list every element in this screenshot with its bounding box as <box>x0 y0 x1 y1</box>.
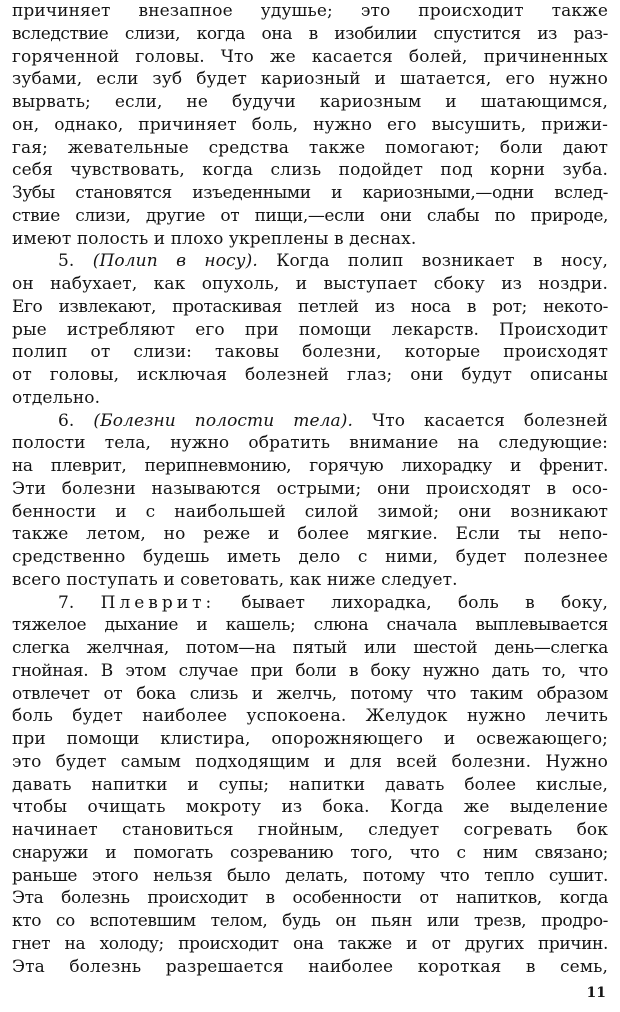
text-line: гнет на холоду; происходит она также и от других причин. <box>12 933 608 954</box>
text-line: вырвать; если, не будучи кариозным и шатающимся, <box>12 92 608 112</box>
section-heading-line <box>12 410 608 433</box>
text-line: имеют полость и плохо укреплены в деснах. <box>12 228 417 249</box>
text-line: кто со вспотевшим телом, будь он пьян или трезв, продро- <box>12 911 608 931</box>
text-line: гнойная. В этом случае при боли в боку нужно дать то, что <box>12 660 608 681</box>
text-line: тяжелое дыхание и кашель; слюна сначала выплевывается <box>12 615 608 636</box>
text-line: на плеврит, перипневмонию, горячую лихорадку и френит. <box>12 456 608 476</box>
section-title: Плеврит: <box>100 592 216 613</box>
section-number: 7. <box>58 592 101 613</box>
text-line: давать напитки и супы; напитки давать более кислые, <box>12 774 608 795</box>
text-line: чтобы очищать мокроту из бока. Когда же выделение <box>12 797 608 818</box>
text-line: рые истребляют его при помощи лекарств. Происходит <box>12 319 608 340</box>
text-line: Его извлекают, протаскивая петлей из носа в рот; некото- <box>12 296 608 317</box>
section-text: Когда полип возникает в носу, <box>257 251 608 272</box>
text-line: начинает становиться гнойным, следует согревать бок <box>12 820 608 840</box>
section-title: (Болезни полости тела). <box>93 410 354 431</box>
section-heading-line <box>12 250 608 273</box>
text-line: вследствие слизи, когда она в изобилии спустится из раз- <box>12 23 608 44</box>
text-line: он набухает, как опухоль, и выступает сбоку из ноздри. <box>12 274 608 294</box>
text-line: при помощи клистира, опорожняющего и освежающего; <box>12 729 608 749</box>
section-number: 5. <box>58 251 93 272</box>
text-line: это будет самым подходящим и для всей болезни. Нужно <box>12 751 608 772</box>
text-line: бенности и с наибольшей силой зимой; они возникают <box>12 501 608 522</box>
text-line: раньше этого нельзя было делать, потому что тепло сушит. <box>12 865 608 886</box>
page-number: 11 <box>586 985 606 1001</box>
text-line: также летом, но реже и более мягкие. Если ты непо- <box>12 524 608 545</box>
text-line: отвлечет от бока слизь и желчь, потому что таким образом <box>12 683 608 704</box>
text-line: отдельно. <box>12 387 101 408</box>
text-line: Эта болезнь разрешается наиболее короткая в семь, <box>12 956 608 977</box>
section-number: 6. <box>58 410 94 431</box>
text-line: средственно будешь иметь дело с ними, будет полезнее <box>12 547 608 567</box>
section-text: Что касается болезней <box>353 410 608 431</box>
section-text: бывает лихорадка, боль в боку, <box>215 592 608 613</box>
text-line: горяченной головы. Что же касается болей, причиненных <box>12 46 608 67</box>
section-title: (Полип в носу). <box>92 251 258 272</box>
text-line: полости тела, нужно обратить внимание на следующие: <box>12 433 608 454</box>
text-line: причиняет внезапное удушье; это происходит также <box>12 1 608 21</box>
text-line: боль будет наиболее успокоена. Желудок нужно лечить <box>12 706 608 727</box>
text-line: от головы, исключая болезней глаз; они будут описаны <box>12 365 608 385</box>
text-line: ствие слизи, другие от пищи,—если они слабы по природе, <box>12 205 608 226</box>
text-line: зубами, если зуб будет кариозный и шатается, его нужно <box>12 69 608 90</box>
text-line: слегка желчная, потом—на пятый или шестой день—слегка <box>12 638 608 658</box>
text-line: Зубы становятся изъеденными и кариозными,—одни вслед- <box>12 183 608 203</box>
text-line: всего поступать и советовать, как ниже следует. <box>12 569 458 590</box>
text-line: Эти болезни называются острыми; они происходят в осо- <box>12 478 608 499</box>
text-line: гая; жевательные средства также помогают; боли дают <box>12 137 608 158</box>
text-line: он, однако, причиняет боль, нужно его высушить, прижи- <box>12 114 608 135</box>
page-text <box>12 0 608 978</box>
text-line: себя чувствовать, когда слизь подойдет под корни зуба. <box>12 160 608 181</box>
section-heading-line <box>12 592 608 615</box>
text-line: полип от слизи: таковы болезни, которые происходят <box>12 342 608 363</box>
text-line: Эта болезнь происходит в особенности от напитков, когда <box>12 888 608 909</box>
text-line: снаружи и помогать созреванию того, что с ним связано; <box>12 842 608 863</box>
